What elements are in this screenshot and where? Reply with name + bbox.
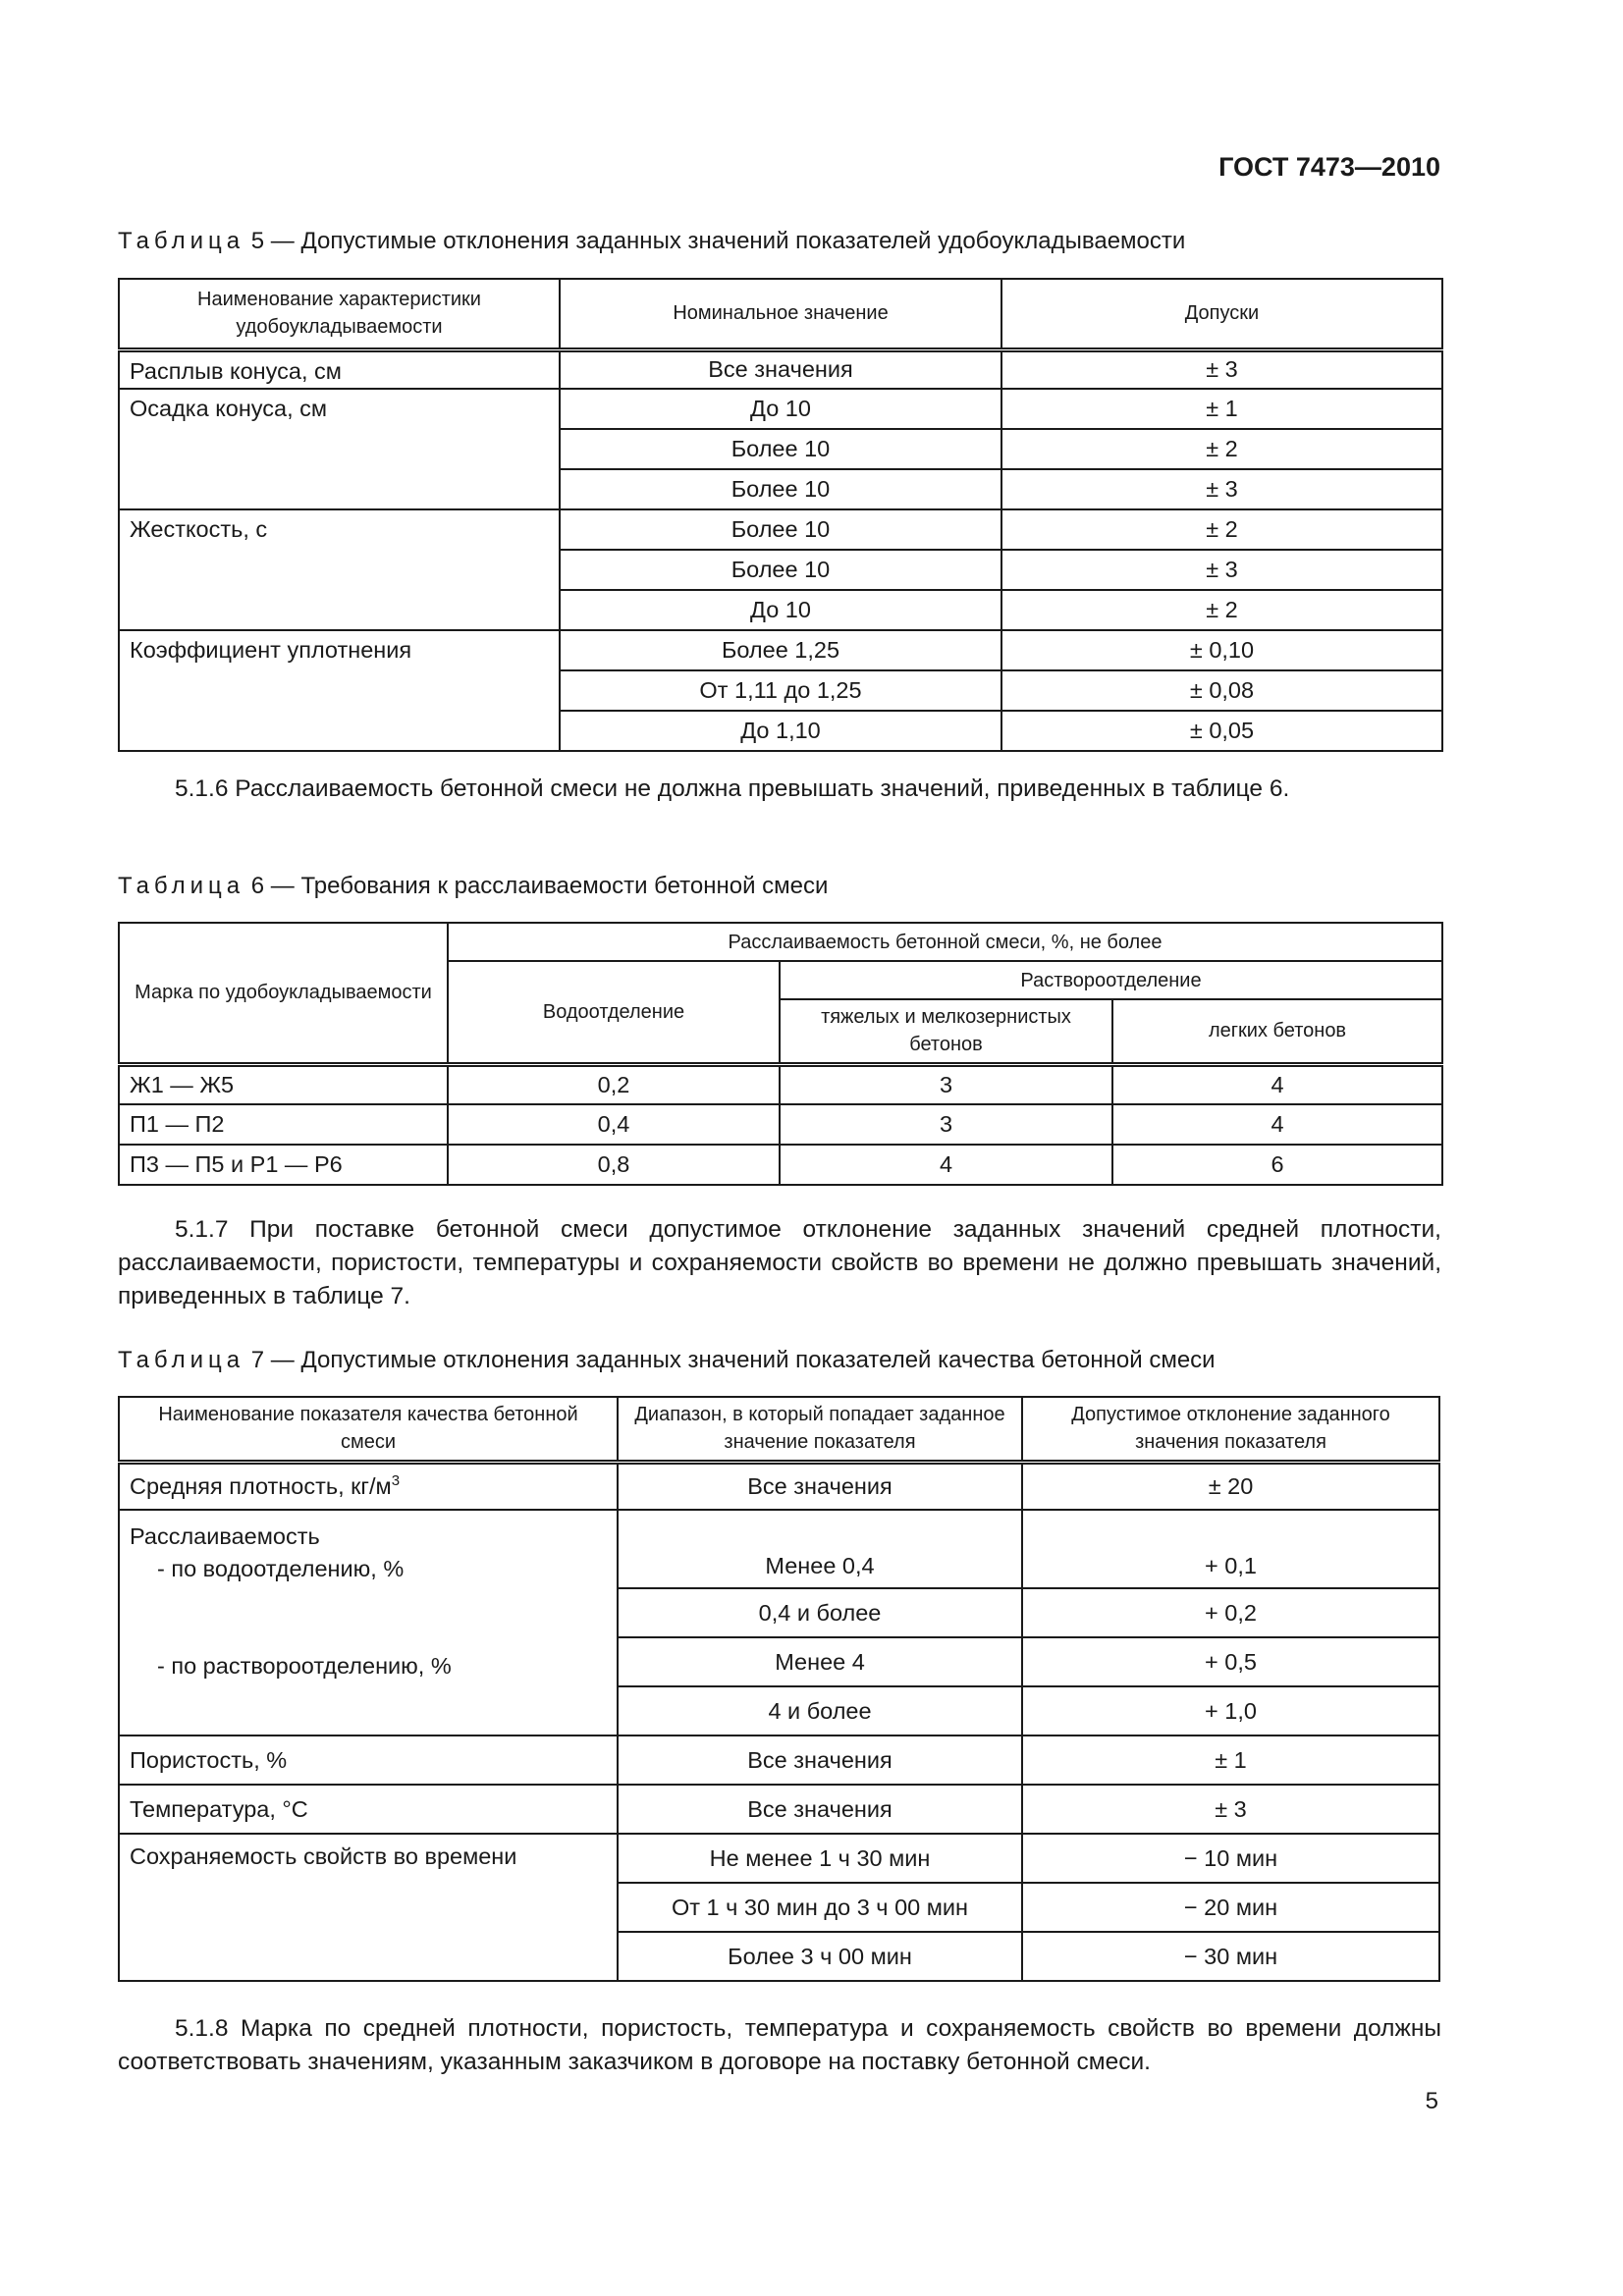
column-header: Марка по удобоукладываемости: [119, 923, 448, 1064]
caption-prefix: Таблица: [118, 228, 245, 254]
table-row: [119, 389, 1442, 429]
column-header: Наименование показателя качества бетонной смеси: [119, 1397, 618, 1462]
table6-caption: [118, 873, 828, 900]
caption-text: 5 — Допустимые отклонения заданных значений показателей удобоукладываемости: [244, 228, 1186, 254]
table7: [118, 1396, 1440, 1982]
row-label: П1 — П2: [119, 1104, 448, 1145]
cell: ± 2: [1001, 590, 1442, 630]
row-label: [119, 1510, 618, 1735]
table-row: [119, 1785, 1439, 1834]
cell: ± 3: [1001, 349, 1442, 389]
cell: ± 2: [1001, 429, 1442, 469]
column-header: Водоотделение: [448, 961, 780, 1064]
cell: ± 1: [1022, 1735, 1439, 1785]
row-label: Жесткость, с: [119, 509, 560, 630]
table5-caption: [118, 228, 1185, 255]
table-row: [119, 630, 1442, 670]
cell: Все значения: [618, 1462, 1022, 1510]
cell: Более 10: [560, 509, 1001, 550]
cell: 4: [1112, 1104, 1442, 1145]
cell: 0,4: [448, 1104, 780, 1145]
cell: 0,4 и более: [618, 1588, 1022, 1637]
cell: − 30 мин: [1022, 1932, 1439, 1981]
cell: От 1,11 до 1,25: [560, 670, 1001, 711]
cell: 4: [1112, 1064, 1442, 1104]
cell: 3: [780, 1104, 1112, 1145]
label-text: Средняя плотность, кг/м: [130, 1473, 392, 1500]
label-text: Расслаиваемость: [130, 1523, 320, 1549]
sub-label: - по раствороотделению, %: [157, 1653, 452, 1679]
paragraph-text: 5.1.6 Расслаиваемость бетонной смеси не должна превышать значений, приведенных в таблице 6.: [175, 775, 1290, 802]
table6: [118, 922, 1443, 1186]
column-group-header: Раствороотделение: [780, 961, 1442, 999]
row-label: [119, 1462, 618, 1510]
cell: 4: [780, 1145, 1112, 1185]
column-header: тяжелых и мелкозернистых бетонов: [780, 999, 1112, 1064]
cell: ± 0,05: [1001, 711, 1442, 751]
cell: Не менее 1 ч 30 мин: [618, 1834, 1022, 1883]
caption-prefix: Таблица: [118, 1347, 245, 1373]
cell: Все значения: [618, 1735, 1022, 1785]
paragraph-5-1-7: [118, 1213, 1441, 1313]
column-header: легких бетонов: [1112, 999, 1442, 1064]
row-label: П3 — П5 и Р1 — Р6: [119, 1145, 448, 1185]
cell: ± 20: [1022, 1462, 1439, 1510]
column-group-header: Расслаиваемость бетонной смеси, %, не более: [448, 923, 1442, 961]
cell: + 0,5: [1022, 1637, 1439, 1686]
table-row: [119, 1145, 1442, 1185]
cell: ± 2: [1001, 509, 1442, 550]
cell: Все значения: [560, 349, 1001, 389]
row-label: Расплыв конуса, см: [119, 349, 560, 389]
cell: − 20 мин: [1022, 1883, 1439, 1932]
caption-text: 6 — Требования к расслаиваемости бетонной смеси: [244, 873, 829, 899]
cell: Более 10: [560, 429, 1001, 469]
caption-text: 7 — Допустимые отклонения заданных значений показателей качества бетонной смеси: [244, 1347, 1216, 1373]
cell: Менее 0,4: [618, 1510, 1022, 1588]
cell: Более 3 ч 00 мин: [618, 1932, 1022, 1981]
cell: 4 и более: [618, 1686, 1022, 1735]
table-row: [119, 349, 1442, 389]
cell: 0,8: [448, 1145, 780, 1185]
cell: 6: [1112, 1145, 1442, 1185]
table-header-row: [119, 279, 1442, 349]
table-header-row: [119, 1397, 1439, 1462]
column-header: Диапазон, в который попадает заданное значение показателя: [618, 1397, 1022, 1462]
table-row: [119, 1104, 1442, 1145]
table-row: [119, 1064, 1442, 1104]
cell: ± 3: [1022, 1785, 1439, 1834]
paragraph-5-1-6: [118, 773, 1441, 806]
cell: До 10: [560, 389, 1001, 429]
row-label: Ж1 — Ж5: [119, 1064, 448, 1104]
table-row: [119, 1735, 1439, 1785]
column-header: Допустимое отклонение заданного значения показателя: [1022, 1397, 1439, 1462]
cell: До 1,10: [560, 711, 1001, 751]
table5: [118, 278, 1443, 752]
table-row: [119, 1462, 1439, 1510]
cell: − 10 мин: [1022, 1834, 1439, 1883]
table-row: [119, 1510, 1439, 1588]
cell: ± 1: [1001, 389, 1442, 429]
row-label: Пористость, %: [119, 1735, 618, 1785]
row-label: Сохраняемость свойств во времени: [119, 1834, 618, 1981]
cell: Более 10: [560, 550, 1001, 590]
cell: ± 3: [1001, 550, 1442, 590]
paragraph-text: 5.1.7 При поставке бетонной смеси допустимое отклонение заданных значений средней плотности, расслаиваемости, пористости, температуры и сохраняемости свойств во времени не должно превышать значений, приведенных в таблице 7.: [118, 1216, 1441, 1309]
table-header-row: [119, 923, 1442, 961]
row-label: Коэффициент уплотнения: [119, 630, 560, 751]
cell: Менее 4: [618, 1637, 1022, 1686]
cell: ± 0,10: [1001, 630, 1442, 670]
cell: Все значения: [618, 1785, 1022, 1834]
page-number: 5: [1425, 2088, 1438, 2114]
table-row: [119, 1834, 1439, 1883]
column-header: Наименование характеристики удобоукладываемости: [119, 279, 560, 349]
caption-prefix: Таблица: [118, 873, 245, 899]
cell: ± 3: [1001, 469, 1442, 509]
cell: Более 1,25: [560, 630, 1001, 670]
superscript: 3: [391, 1472, 401, 1490]
table7-caption: [118, 1347, 1216, 1374]
row-label: Температура, °С: [119, 1785, 618, 1834]
table-row: [119, 509, 1442, 550]
document-id-header: ГОСТ 7473—2010: [1218, 152, 1440, 182]
column-header: Допуски: [1001, 279, 1442, 349]
cell: ± 0,08: [1001, 670, 1442, 711]
sub-label: - по водоотделению, %: [157, 1556, 405, 1581]
cell: До 10: [560, 590, 1001, 630]
row-label: Осадка конуса, см: [119, 389, 560, 509]
cell: 0,2: [448, 1064, 780, 1104]
cell: + 0,2: [1022, 1588, 1439, 1637]
cell: 3: [780, 1064, 1112, 1104]
column-header: Номинальное значение: [560, 279, 1001, 349]
cell: + 0,1: [1022, 1510, 1439, 1588]
cell: + 1,0: [1022, 1686, 1439, 1735]
paragraph-5-1-8: [118, 2012, 1441, 2079]
cell: От 1 ч 30 мин до 3 ч 00 мин: [618, 1883, 1022, 1932]
paragraph-text: 5.1.8 Марка по средней плотности, пористость, температура и сохраняемость свойств во времени должны соответствовать значениям, указанным заказчиком в договоре на поставку бетонной смеси.: [118, 2015, 1441, 2075]
cell: Более 10: [560, 469, 1001, 509]
